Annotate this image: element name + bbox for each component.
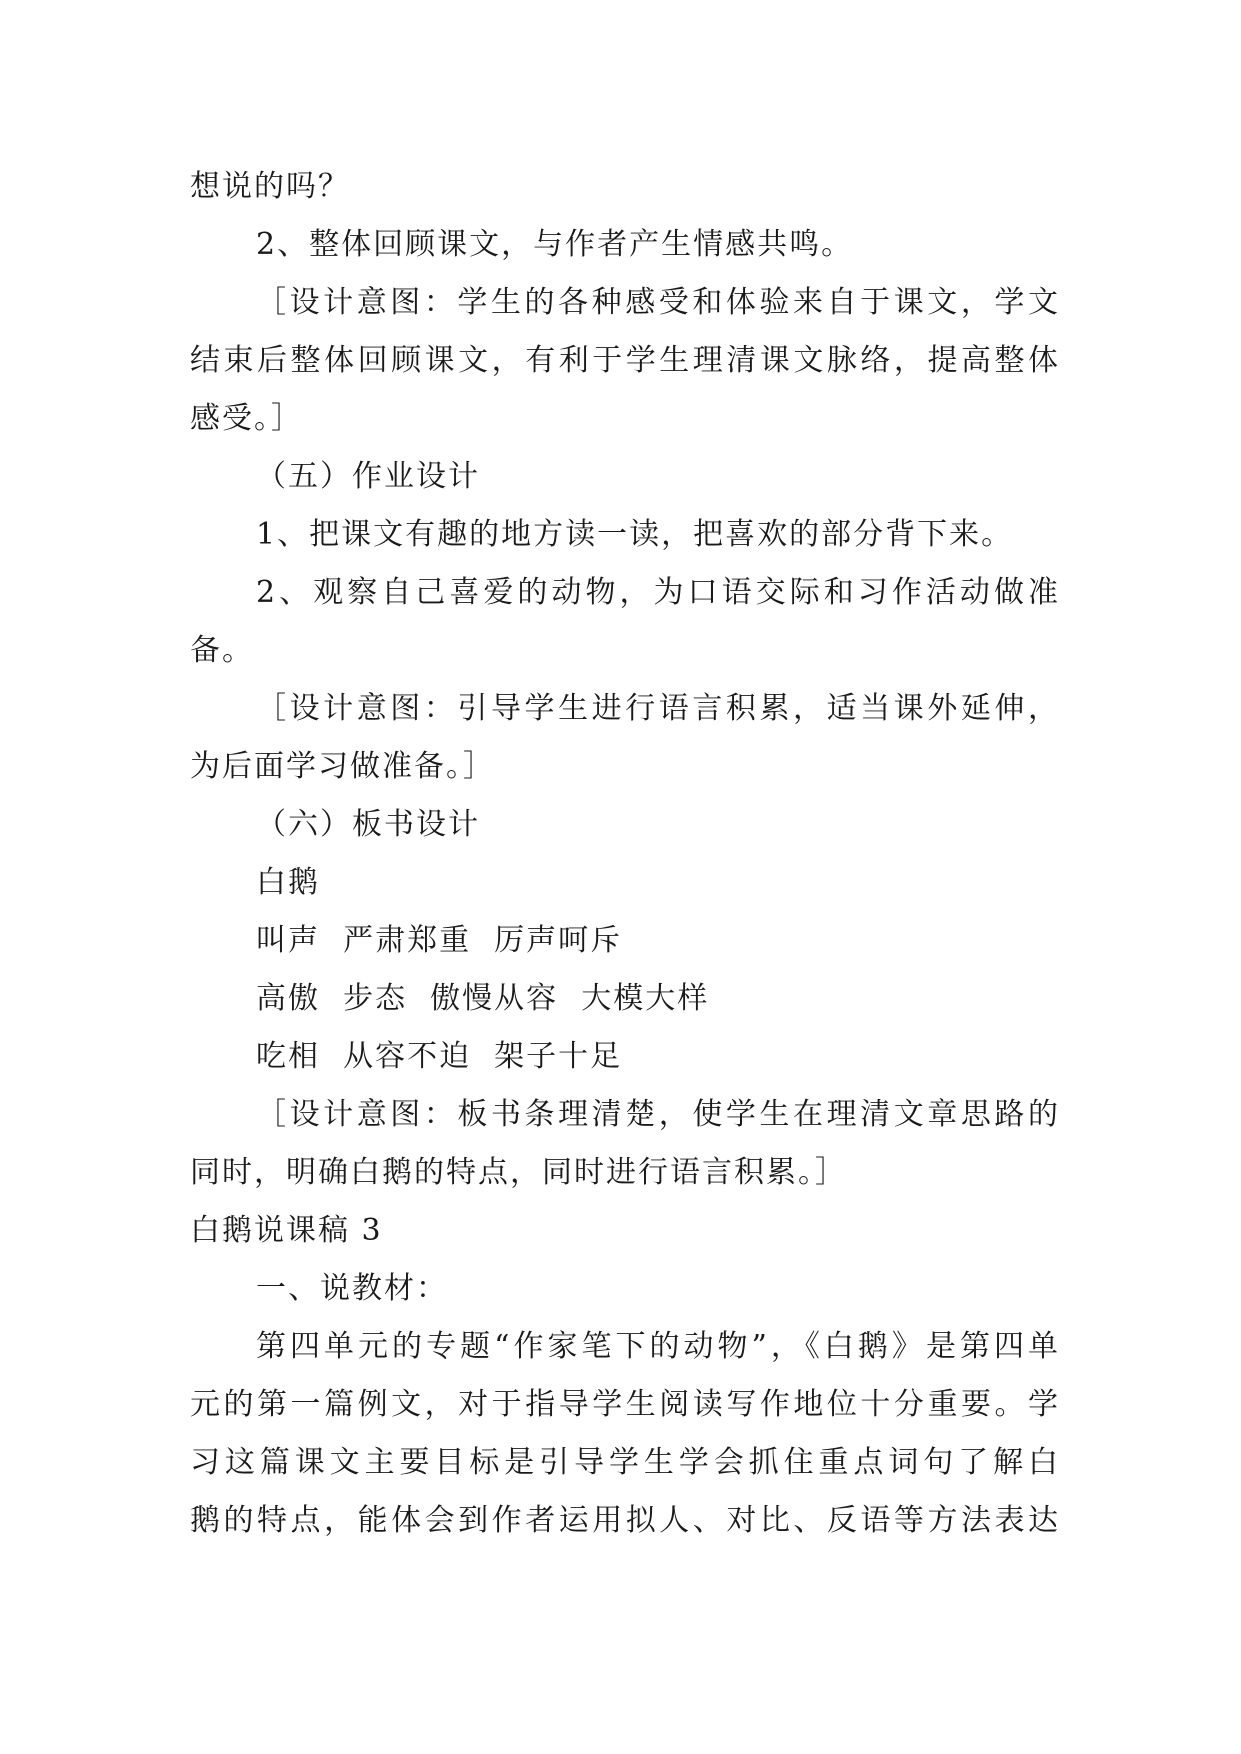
blackboard-title: 白鹅: [256, 865, 320, 900]
paragraph-line: 同时，明确白鹅的特点，同时进行语言积累。］: [190, 1155, 847, 1190]
paragraph-line: 感受。］: [190, 401, 303, 436]
paragraph-line: 元的第一篇例文，对于指导学生阅读写作地位十分重要。学: [190, 1387, 1060, 1422]
paragraph-line: 2、整体回顾课文，与作者产生情感共鸣。: [256, 227, 854, 262]
paragraph-line: 1、把课文有趣的地方读一读，把喜欢的部分背下来。: [256, 517, 1014, 552]
document-title: 白鹅说课稿 3: [190, 1213, 383, 1248]
paragraph-line: 备。: [190, 633, 254, 668]
paragraph-line: 为后面学习做准备。］: [190, 749, 495, 784]
blackboard-line: 吃相 从容不迫 架子十足: [256, 1039, 623, 1074]
paragraph-line: ［设计意图：学生的各种感受和体验来自于课文，学文: [256, 285, 1060, 320]
paragraph-line: 第四单元的专题“作家笔下的动物”，《白鹅》是第四单: [256, 1329, 1060, 1364]
blackboard-line: 叫声 严肃郑重 厉声呵斥: [256, 923, 623, 958]
paragraph-line: ［设计意图：板书条理清楚，使学生在理清文章思路的: [256, 1097, 1060, 1132]
section-heading: （五）作业设计: [256, 459, 480, 494]
section-heading: （六）板书设计: [256, 807, 480, 842]
paragraph-line: 结束后整体回顾课文，有利于学生理清课文脉络，提高整体: [190, 343, 1060, 378]
paragraph-line: 2、观察自己喜爱的动物，为口语交际和习作活动做准: [256, 575, 1060, 610]
section-heading: 一、说教材：: [256, 1271, 448, 1306]
paragraph-line: 习这篇课文主要目标是引导学生学会抓住重点词句了解白: [190, 1445, 1060, 1480]
blackboard-line: 高傲 步态 傲慢从容 大模大样: [256, 981, 710, 1016]
paragraph-line: 想说的吗？: [190, 169, 350, 204]
paragraph-line: ［设计意图：引导学生进行语言积累，适当课外延伸，: [256, 691, 1060, 726]
document-body: [190, 158, 1060, 1550]
paragraph-line: 鹅的特点，能体会到作者运用拟人、对比、反语等方法表达: [190, 1503, 1060, 1538]
